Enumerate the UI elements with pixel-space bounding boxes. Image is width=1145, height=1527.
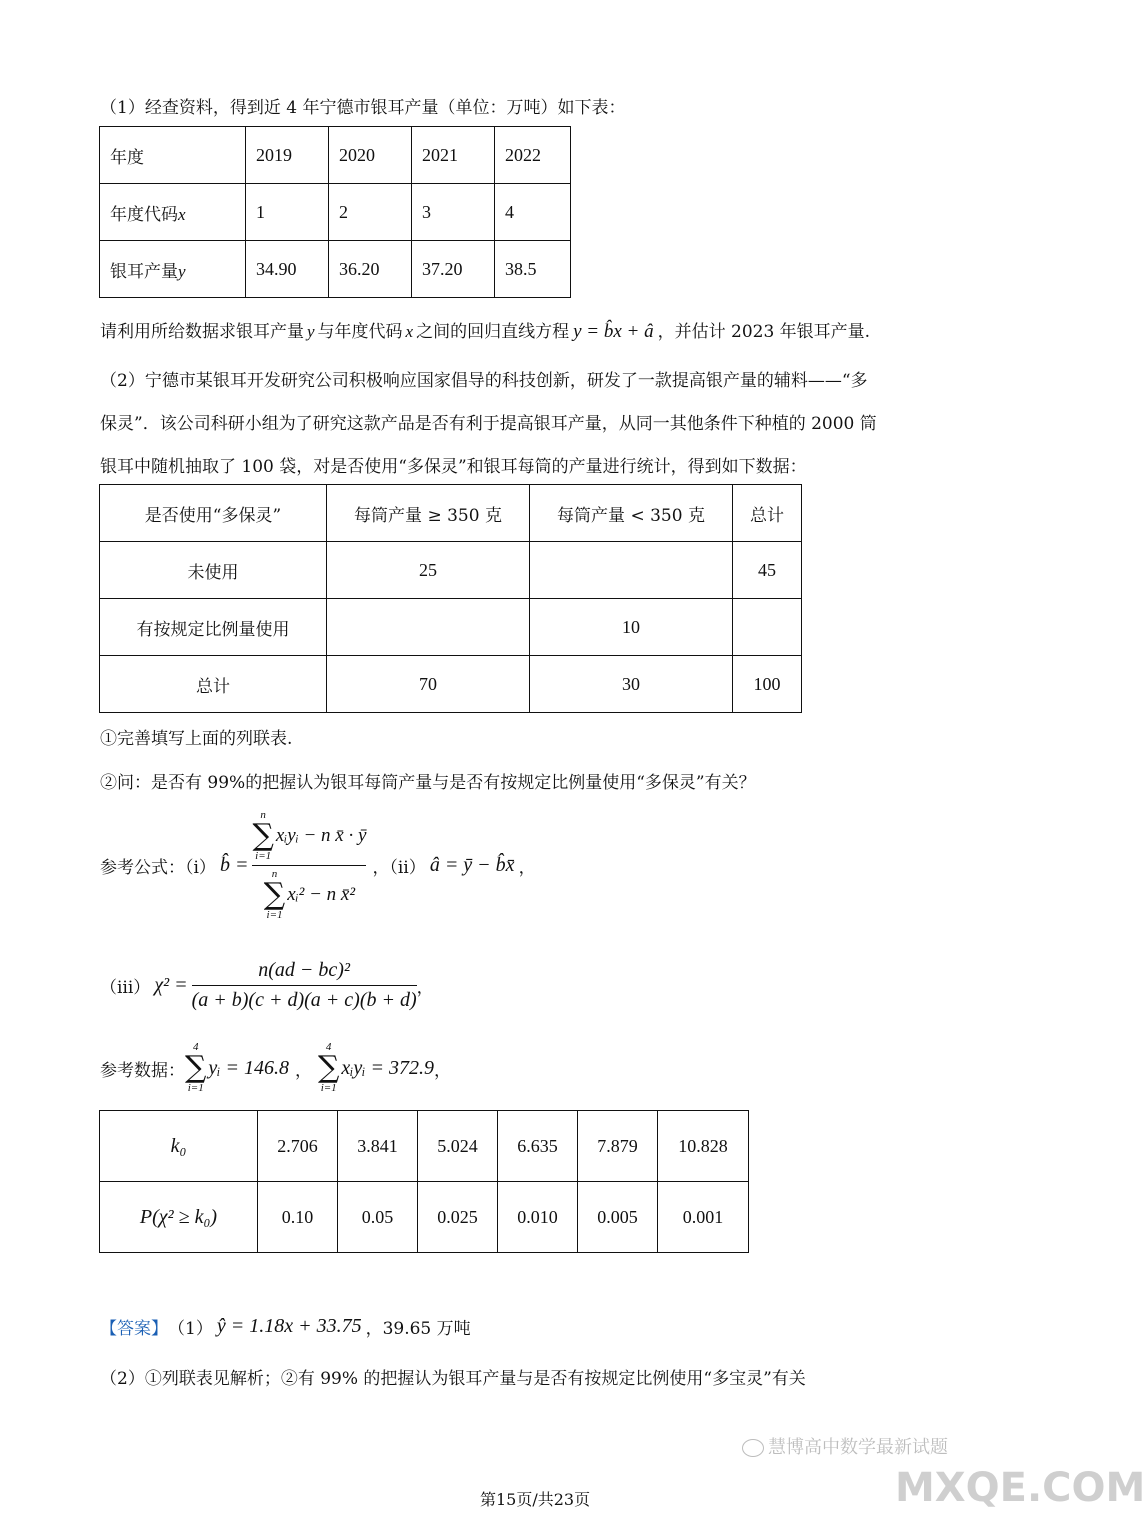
part1-question: 请利用所给数据求银耳产量 y 与年度代码 x 之间的回归直线方程 y = b̂x + â ，并估计 2023 年银耳产量. — [100, 321, 871, 342]
question-2: ②问：是否有 99%的把握认为银耳每筒产量与是否有按规定比例量使用“多保灵”有关？ — [100, 773, 756, 793]
question-1: ①完善填写上面的列联表. — [100, 729, 293, 749]
part1-intro: （1）经查资料，得到近 4 年宁德市银耳产量（单位：万吨）如下表： — [100, 98, 626, 118]
answer-line-1: 【答案】 （1） ŷ = 1.18x + 33.75 ，39.65 万吨 — [100, 1315, 471, 1339]
answer-line-2: （2）①列联表见解析；②有 99% 的把握认为银耳产量与是否有按规定比例使用“多宝灵”有关 — [100, 1369, 806, 1389]
table-row: 总计 70 30 100 — [100, 656, 802, 713]
watermark: 慧博高中数学最新试题 — [742, 1433, 948, 1459]
critical-value-table — [99, 1110, 749, 1253]
table-row: 年度 2019 2020 2021 2022 — [100, 127, 571, 184]
table-row: 银耳产量y 34.90 36.20 37.20 38.5 — [100, 241, 571, 298]
table-header-row: 是否使用“多保灵” 每筒产量 ≥ 350 克 每筒产量 < 350 克 总计 — [100, 485, 802, 542]
a-hat-formula: â = ȳ − b̂x̄ — [429, 853, 515, 876]
chi-square-formula: （ⅲ） χ² = $\frac{\text{n(ad − bc)²}}{(a + b)(c + d)(a + c)(b + d)}$ ， — [100, 958, 434, 1011]
part2-line3: 银耳中随机抽取了 100 袋，对是否使用“多保灵”和银耳每筒的产量进行统计，得到如下数据： — [100, 457, 807, 477]
page-number: 第15页/共23页 — [480, 1490, 591, 1509]
reference-formulas: 参考公式：（ⅰ） b̂ = n ∑ i=1 xᵢyᵢ − n x̄ · ȳ n ∑ i=1 xᵢ² − n x̄² ，（ⅱ） â = ȳ − b̂x̄ ， — [100, 808, 536, 921]
wechat-icon — [742, 1439, 764, 1457]
table-row: k₀ 2.706 3.841 5.024 6.635 7.879 10.828 — [100, 1111, 749, 1182]
contingency-table — [99, 484, 802, 713]
table-row: 未使用 25 45 — [100, 542, 802, 599]
table-row: P(χ² ≥ k₀) 0.10 0.05 0.025 0.010 0.005 0.001 — [100, 1182, 749, 1253]
production-table — [99, 126, 571, 298]
part2-line2: 保灵”．该公司科研小组为了研究这款产品是否有利于提高银耳产量，从同一其他条件下种植的 2000 筒 — [100, 414, 877, 434]
watermark-logo: MXQE.COM — [895, 1465, 1145, 1511]
reference-data: 参考数据： 4 ∑ i=1 yᵢ = 146.8 ， 4 ∑ i=1 xᵢyᵢ = 372.9 ， — [100, 1041, 451, 1094]
part2-line1: （2）宁德市某银耳开发研究公司积极响应国家倡导的科技创新，研发了一款提高银产量的辅料——“多 — [100, 371, 868, 391]
table-row: 有按规定比例量使用 10 — [100, 599, 802, 656]
answer-tag: 【答案】 — [100, 1319, 168, 1339]
regression-equation: y = b̂x + â — [573, 321, 654, 342]
b-hat-fraction: n ∑ i=1 xᵢyᵢ − n x̄ · ȳ n ∑ i=1 xᵢ² − n x̄² — [252, 808, 367, 921]
table-row: 年度代码x 1 2 3 4 — [100, 184, 571, 241]
